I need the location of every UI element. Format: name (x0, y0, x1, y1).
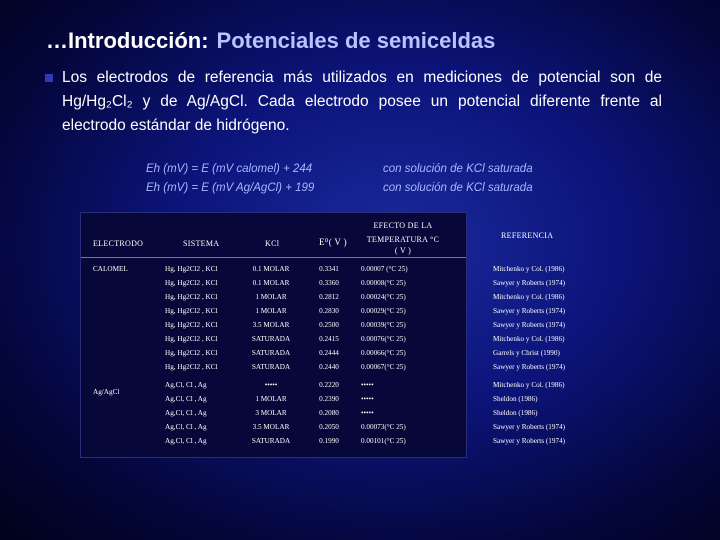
cell-e0: 0.2080 (319, 409, 339, 417)
cell-e0: 0.2444 (319, 349, 339, 357)
cell-efecto: 0.00008(°C 25) (361, 279, 406, 287)
cell-sistema: Hg, Hg2Cl2 , KCl (165, 279, 218, 287)
cell-referencia: Sheldon (1986) (493, 395, 538, 403)
cell-e0: 0.2830 (319, 307, 339, 315)
equation-calomel: Eh (mV) = E (mV calomel) + 244 (146, 163, 313, 175)
cell-kcl: 0.1 MOLAR (252, 265, 290, 273)
cell-efecto: 0.00073(°C 25) (361, 423, 406, 431)
cell-e0: 0.2500 (319, 321, 339, 329)
cell-sistema: Ag,Cl, Cl , Ag (165, 381, 207, 389)
cell-e0: 0.2390 (319, 395, 339, 403)
cell-e0: 0.1990 (319, 437, 339, 445)
cell-e0: 0.2812 (319, 293, 339, 301)
cell-referencia: Sawyer y Roberts (1974) (493, 321, 566, 329)
cell-e0: 0.3360 (319, 279, 339, 287)
cell-efecto: ••••• (361, 395, 374, 403)
cell-sistema: Hg, Hg2Cl2 , KCl (165, 307, 218, 315)
cell-efecto: 0.00076(°C 25) (361, 335, 406, 343)
cell-sistema: Hg, Hg2Cl2 , KCl (165, 293, 218, 301)
cell-kcl: 1 MOLAR (255, 307, 287, 315)
header-referencia: REFERENCIA (501, 231, 554, 240)
cell-efecto: 0.00101(°C 25) (361, 437, 406, 445)
cell-kcl: 1 MOLAR (255, 293, 287, 301)
cell-sistema: Ag,Cl, Cl , Ag (165, 423, 207, 431)
cell-e0: 0.2050 (319, 423, 339, 431)
header-divider (81, 257, 466, 258)
header-electrodo: ELECTRODO (93, 239, 144, 248)
cell-efecto: 0.00029(°C 25) (361, 307, 406, 315)
cell-e0: 0.2440 (319, 363, 339, 371)
bullet-icon (45, 74, 53, 82)
slide-title-main: …Introducción: (46, 28, 209, 53)
cell-sistema: Hg, Hg2Cl2 , KCl (165, 321, 218, 329)
cell-efecto: 0.00039(°C 25) (361, 321, 406, 329)
cell-referencia: Sawyer y Roberts (1974) (493, 279, 566, 287)
cell-efecto: 0.00024(°C 25) (361, 293, 406, 301)
cell-sistema: Hg, Hg2Cl2 , KCl (165, 349, 218, 357)
cell-referencia: Mitchenko y Col. (1986) (493, 335, 565, 343)
cell-efecto: ••••• (361, 409, 374, 417)
slide-title (46, 28, 495, 54)
cell-efecto: ••••• (361, 381, 374, 389)
cell-e0: 0.2220 (319, 381, 339, 389)
equation-agagcl: Eh (mV) = E (mV Ag/AgCl) + 199 (146, 182, 315, 194)
cell-kcl: 3.5 MOLAR (252, 423, 290, 431)
cell-efecto: 0.00067(°C 25) (361, 363, 406, 371)
cell-referencia: Sawyer y Roberts (1974) (493, 437, 566, 445)
cell-sistema: Hg, Hg2Cl2 , KCl (165, 335, 218, 343)
cell-referencia: Mitchenko y Col. (1986) (493, 265, 565, 273)
cell-kcl: 3.5 MOLAR (252, 321, 290, 329)
cell-kcl: SATURADA (251, 349, 291, 357)
cell-kcl: SATURADA (251, 363, 291, 371)
cell-referencia: Sawyer y Roberts (1974) (493, 363, 566, 371)
cell-kcl: 0.1 MOLAR (252, 279, 290, 287)
group-label-calomel: CALOMEL (93, 265, 128, 273)
header-efecto-line1: EFECTO DE LA (373, 221, 433, 230)
equation-agagcl-note: con solución de KCl saturada (383, 182, 533, 194)
intro-paragraph: Los electrodos de referencia más utilizados en mediciones de potencial son de Hg/Hg₂Cl₂ y de Ag/AgCl. Cada electrodo posee un potencial diferente frente al electrodo estándar de hidrógeno. (62, 69, 662, 134)
potentials-table (80, 212, 566, 458)
header-efecto-line2: TEMPERATURA °C (366, 235, 440, 244)
equation-calomel-note: con solución de KCl saturada (383, 163, 533, 175)
cell-sistema: Hg, Hg2Cl2 , KCl (165, 363, 218, 371)
cell-e0: 0.3341 (319, 265, 339, 273)
cell-kcl: ••••• (264, 381, 278, 389)
cell-sistema: Ag,Cl, Cl , Ag (165, 395, 207, 403)
header-efecto-line3: ( V ) (394, 246, 412, 255)
header-e0: E⁰( V ) (319, 237, 347, 247)
cell-referencia: Sawyer y Roberts (1974) (493, 307, 566, 315)
slide-title-subtitle: Potenciales de semiceldas (216, 28, 496, 53)
header-kcl: KCl (265, 239, 280, 248)
cell-sistema: Hg, Hg2Cl2 , KCl (165, 265, 218, 273)
cell-kcl: 1 MOLAR (255, 395, 287, 403)
cell-e0: 0.2415 (319, 335, 339, 343)
group-label-agagcl: Ag/AgCl (93, 388, 120, 396)
cell-efecto: 0.00007 (°C 25) (361, 265, 408, 273)
cell-referencia: Sawyer y Roberts (1974) (493, 423, 566, 431)
cell-sistema: Ag,Cl, Cl , Ag (165, 409, 207, 417)
cell-kcl: SATURADA (251, 437, 291, 445)
cell-referencia: Mitchenko y Col. (1986) (493, 381, 565, 389)
cell-referencia: Garrels y Christ (1990) (493, 349, 560, 357)
cell-kcl: SATURADA (251, 335, 291, 343)
cell-referencia: Sheldon (1986) (493, 409, 538, 417)
cell-efecto: 0.00066(°C 25) (361, 349, 406, 357)
cell-referencia: Mitchenko y Col. (1986) (493, 293, 565, 301)
header-sistema: SISTEMA (183, 239, 220, 248)
cell-sistema: Ag,Cl, Cl , Ag (165, 437, 207, 445)
cell-kcl: 3 MOLAR (255, 409, 287, 417)
